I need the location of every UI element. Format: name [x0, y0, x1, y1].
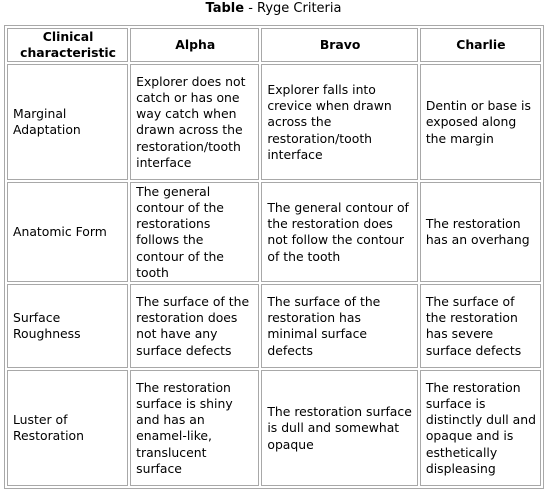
cell-charlie: Dentin or base is exposed along the margin — [420, 64, 541, 180]
table-row-anatomic-form — [7, 182, 541, 282]
cell-bravo: The restoration surface is dull and somewhat opaque — [261, 370, 417, 486]
cell-bravo: The general contour of the restoration does not follow the contour of the tooth — [261, 182, 417, 282]
cell-charlie: The restoration surface is distinctly dull and opaque and is esthetically displeasing — [420, 370, 541, 486]
cell-bravo: The surface of the restoration has minimal surface defects — [261, 284, 417, 368]
cell-charlie: The surface of the restoration has severe surface defects — [420, 284, 541, 368]
caption-label: Table — [205, 1, 245, 16]
table-caption — [0, 0, 547, 22]
header-clinical-characteristic: Clinical characteristic — [7, 28, 128, 62]
cell-characteristic: Luster of Restoration — [7, 370, 128, 486]
cell-characteristic: Anatomic Form — [7, 182, 128, 282]
header-charlie: Charlie — [420, 28, 541, 62]
ryge-criteria-table — [4, 25, 544, 489]
table-row-surface-roughness — [7, 284, 541, 368]
header-alpha: Alpha — [130, 28, 259, 62]
cell-characteristic: Surface Roughness — [7, 284, 128, 368]
caption-title: - Ryge Criteria — [244, 1, 342, 16]
cell-alpha: The restoration surface is shiny and has an enamel-like, translucent surface — [130, 370, 259, 486]
cell-alpha: The general contour of the restorations follows the contour of the tooth — [130, 182, 259, 282]
cell-charlie: The restoration has an overhang — [420, 182, 541, 282]
header-bravo: Bravo — [261, 28, 417, 62]
cell-characteristic: Marginal Adaptation — [7, 64, 128, 180]
header-row — [7, 28, 541, 62]
cell-bravo: Explorer falls into crevice when drawn across the restoration/tooth interface — [261, 64, 417, 180]
table-row-marginal-adaptation — [7, 64, 541, 180]
table-row-luster-of-restoration — [7, 370, 541, 486]
cell-alpha: The surface of the restoration does not have any surface defects — [130, 284, 259, 368]
cell-alpha: Explorer does not catch or has one way catch when drawn across the restoration/tooth interface — [130, 64, 259, 180]
